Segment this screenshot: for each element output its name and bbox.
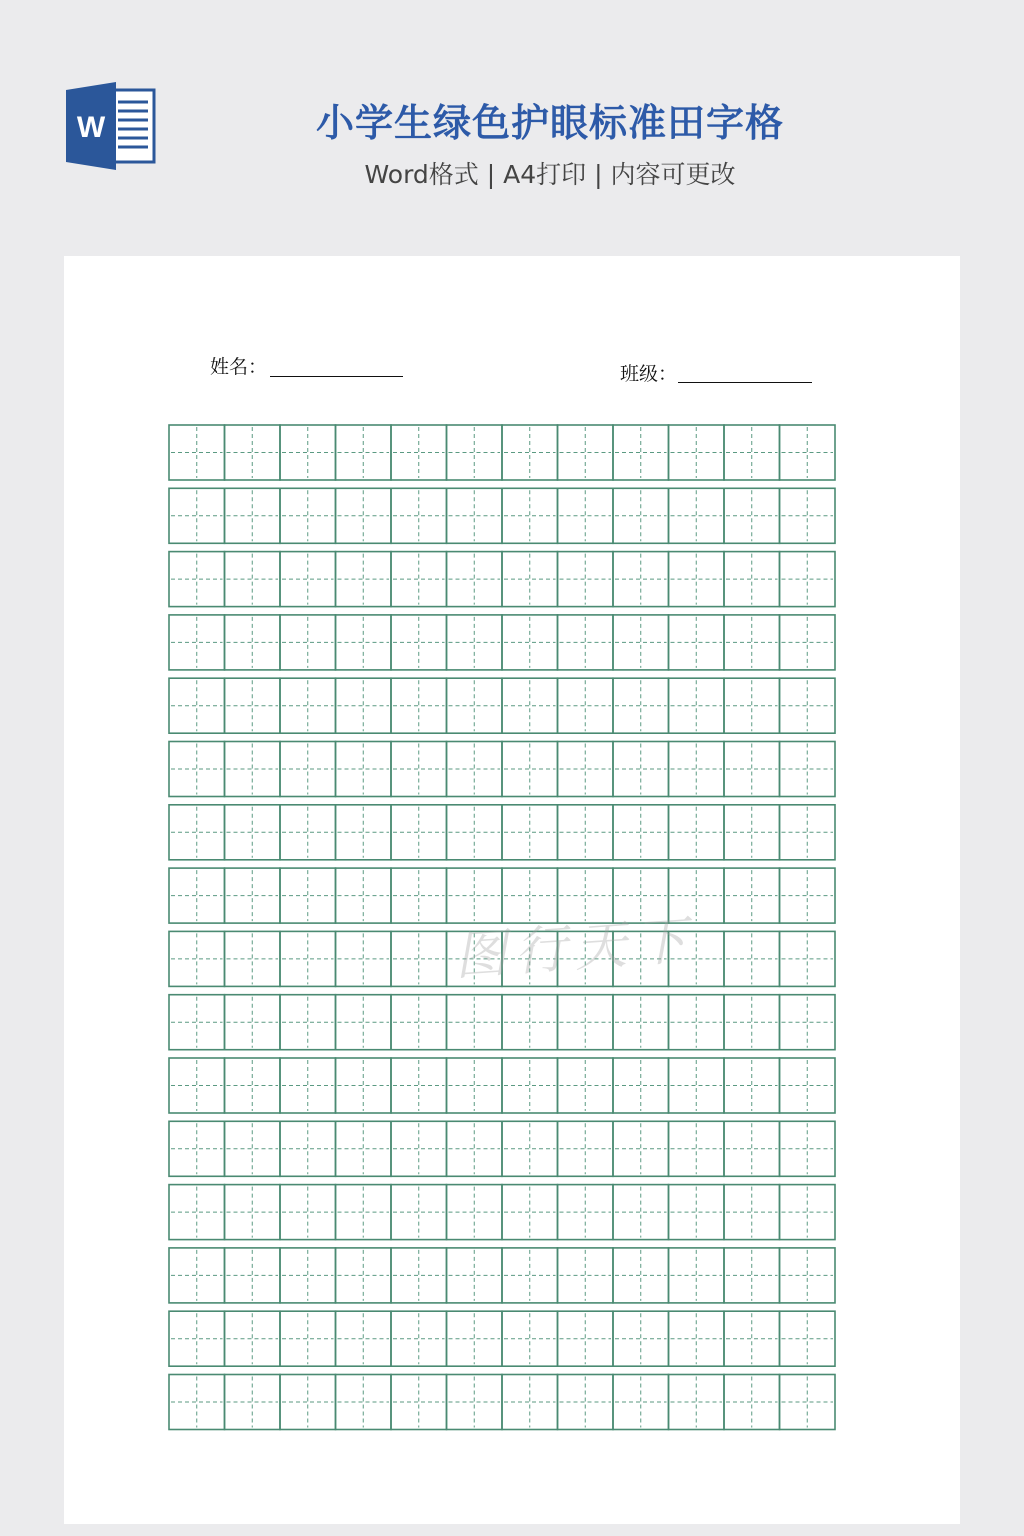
tianzige-grid-svg xyxy=(168,424,837,1432)
grid-cell[interactable] xyxy=(558,742,614,797)
grid-cell[interactable] xyxy=(669,425,725,480)
grid-cell[interactable] xyxy=(336,1248,392,1303)
grid-cell[interactable] xyxy=(169,488,225,543)
grid-cell[interactable] xyxy=(447,995,503,1050)
grid-cell[interactable] xyxy=(280,615,336,670)
grid-cell[interactable] xyxy=(391,1311,447,1366)
grid-cell[interactable] xyxy=(225,615,281,670)
grid-cell[interactable] xyxy=(280,1248,336,1303)
grid-cell[interactable] xyxy=(225,552,281,607)
grid-cell[interactable] xyxy=(502,995,558,1050)
grid-cell[interactable] xyxy=(724,868,780,923)
grid-cell[interactable] xyxy=(169,1185,225,1240)
grid-cell[interactable] xyxy=(502,1375,558,1430)
grid-row xyxy=(169,995,835,1050)
grid-cell[interactable] xyxy=(447,552,503,607)
grid-row xyxy=(169,931,835,986)
grid-cell[interactable] xyxy=(613,1185,669,1240)
grid-cell[interactable] xyxy=(780,805,836,860)
grid-cell[interactable] xyxy=(558,1248,614,1303)
grid-cell[interactable] xyxy=(502,931,558,986)
grid-cell[interactable] xyxy=(780,615,836,670)
grid-row xyxy=(169,678,835,733)
grid-cell[interactable] xyxy=(558,678,614,733)
grid-cell[interactable] xyxy=(669,931,725,986)
grid-cell[interactable] xyxy=(613,868,669,923)
grid-cell[interactable] xyxy=(780,1248,836,1303)
grid-cell[interactable] xyxy=(169,805,225,860)
grid-cell[interactable] xyxy=(391,1185,447,1240)
grid-cell[interactable] xyxy=(613,1375,669,1430)
grid-cell[interactable] xyxy=(558,425,614,480)
grid-cell[interactable] xyxy=(447,1121,503,1176)
grid-cell[interactable] xyxy=(336,425,392,480)
grid-cell[interactable] xyxy=(724,1311,780,1366)
grid-cell[interactable] xyxy=(613,615,669,670)
grid-cell[interactable] xyxy=(225,931,281,986)
grid-cell[interactable] xyxy=(447,678,503,733)
grid-cell[interactable] xyxy=(669,742,725,797)
grid-cell[interactable] xyxy=(669,488,725,543)
grid-cell[interactable] xyxy=(558,1185,614,1240)
grid-cell[interactable] xyxy=(502,1185,558,1240)
grid-cell[interactable] xyxy=(447,1058,503,1113)
grid-cell[interactable] xyxy=(336,995,392,1050)
svg-text:W: W xyxy=(76,111,106,144)
grid-cell[interactable] xyxy=(558,1311,614,1366)
grid-cell[interactable] xyxy=(558,488,614,543)
grid-cell[interactable] xyxy=(669,1375,725,1430)
grid-cell[interactable] xyxy=(724,1058,780,1113)
word-icon xyxy=(64,80,156,172)
grid-cell[interactable] xyxy=(724,805,780,860)
grid-cell[interactable] xyxy=(280,1375,336,1430)
grid-row xyxy=(169,1375,835,1430)
grid-row xyxy=(169,868,835,923)
class-label: 班级： xyxy=(620,363,678,385)
grid-row xyxy=(169,425,835,480)
page-title: 小学生绿色护眼标准田字格 xyxy=(315,101,784,145)
grid-cell[interactable] xyxy=(780,868,836,923)
grid-cell[interactable] xyxy=(169,552,225,607)
grid-cell[interactable] xyxy=(447,1185,503,1240)
grid-cell[interactable] xyxy=(502,868,558,923)
grid-cell[interactable] xyxy=(724,1375,780,1430)
class-field[interactable] xyxy=(678,382,812,383)
grid-cell[interactable] xyxy=(391,995,447,1050)
grid-cell[interactable] xyxy=(169,1248,225,1303)
grid-cell[interactable] xyxy=(724,552,780,607)
grid-cell[interactable] xyxy=(669,678,725,733)
grid-cell[interactable] xyxy=(669,1185,725,1240)
grid-cell[interactable] xyxy=(558,1058,614,1113)
worksheet-page xyxy=(64,256,960,1524)
grid-cell[interactable] xyxy=(613,488,669,543)
grid-cell[interactable] xyxy=(780,742,836,797)
grid-cell[interactable] xyxy=(391,805,447,860)
grid-cell[interactable] xyxy=(447,931,503,986)
grid-cell[interactable] xyxy=(280,1311,336,1366)
grid-cell[interactable] xyxy=(391,931,447,986)
grid-cell[interactable] xyxy=(391,678,447,733)
grid-cell[interactable] xyxy=(280,742,336,797)
grid-cell[interactable] xyxy=(447,805,503,860)
grid-cell[interactable] xyxy=(669,1311,725,1366)
grid-cell[interactable] xyxy=(780,488,836,543)
grid-cell[interactable] xyxy=(169,868,225,923)
grid-row xyxy=(169,552,835,607)
grid-cell[interactable] xyxy=(558,931,614,986)
grid-cell[interactable] xyxy=(391,552,447,607)
grid-cell[interactable] xyxy=(780,995,836,1050)
grid-cell[interactable] xyxy=(169,1375,225,1430)
grid-cell[interactable] xyxy=(502,1058,558,1113)
grid-cell[interactable] xyxy=(280,678,336,733)
grid-cell[interactable] xyxy=(280,868,336,923)
grid-cell[interactable] xyxy=(669,1121,725,1176)
grid-cell[interactable] xyxy=(336,678,392,733)
grid-cell[interactable] xyxy=(780,678,836,733)
grid-cell[interactable] xyxy=(613,931,669,986)
grid-cell[interactable] xyxy=(447,1311,503,1366)
grid-cell[interactable] xyxy=(169,615,225,670)
grid-cell[interactable] xyxy=(558,995,614,1050)
grid-row xyxy=(169,742,835,797)
grid-cell[interactable] xyxy=(225,805,281,860)
grid-cell[interactable] xyxy=(724,425,780,480)
watermark: 图行天下 xyxy=(452,910,697,988)
grid-cell[interactable] xyxy=(558,805,614,860)
grid-cell[interactable] xyxy=(558,615,614,670)
grid-cell[interactable] xyxy=(447,615,503,670)
grid-cell[interactable] xyxy=(669,552,725,607)
grid-cell[interactable] xyxy=(280,488,336,543)
grid-cell[interactable] xyxy=(336,742,392,797)
grid-cell[interactable] xyxy=(780,552,836,607)
grid-cell[interactable] xyxy=(336,1375,392,1430)
grid-cell[interactable] xyxy=(613,995,669,1050)
grid-cell[interactable] xyxy=(225,1375,281,1430)
grid-row xyxy=(169,615,835,670)
grid-cell[interactable] xyxy=(336,1058,392,1113)
grid-cell[interactable] xyxy=(502,615,558,670)
grid-cell[interactable] xyxy=(780,931,836,986)
grid-cell[interactable] xyxy=(502,1248,558,1303)
grid-cell[interactable] xyxy=(780,425,836,480)
grid-cell[interactable] xyxy=(724,1121,780,1176)
grid-row xyxy=(169,1248,835,1303)
grid-cell[interactable] xyxy=(336,1311,392,1366)
grid-cell[interactable] xyxy=(169,931,225,986)
grid-cell[interactable] xyxy=(669,995,725,1050)
grid-row xyxy=(169,1185,835,1240)
grid-row xyxy=(169,488,835,543)
grid-cell[interactable] xyxy=(780,1121,836,1176)
grid-cell[interactable] xyxy=(169,425,225,480)
grid-cell[interactable] xyxy=(613,678,669,733)
grid-cell[interactable] xyxy=(225,868,281,923)
grid-cell[interactable] xyxy=(225,1248,281,1303)
grid-cell[interactable] xyxy=(724,1248,780,1303)
grid-cell[interactable] xyxy=(225,742,281,797)
grid-cell[interactable] xyxy=(280,1185,336,1240)
header xyxy=(0,0,1024,256)
grid-cell[interactable] xyxy=(225,1121,281,1176)
grid-cell[interactable] xyxy=(225,488,281,543)
grid-cell[interactable] xyxy=(613,1121,669,1176)
grid-cell[interactable] xyxy=(558,552,614,607)
grid-cell[interactable] xyxy=(558,1375,614,1430)
grid-cell[interactable] xyxy=(336,805,392,860)
grid-cell[interactable] xyxy=(502,805,558,860)
grid-cell[interactable] xyxy=(724,931,780,986)
grid-cell[interactable] xyxy=(780,1058,836,1113)
grid-cell[interactable] xyxy=(558,868,614,923)
grid-cell[interactable] xyxy=(391,742,447,797)
grid-cell[interactable] xyxy=(613,552,669,607)
grid-cell[interactable] xyxy=(169,1311,225,1366)
grid-cell[interactable] xyxy=(669,615,725,670)
grid-cell[interactable] xyxy=(502,552,558,607)
grid-cell[interactable] xyxy=(669,805,725,860)
grid-cell[interactable] xyxy=(280,1121,336,1176)
grid-cell[interactable] xyxy=(669,868,725,923)
grid-cell[interactable] xyxy=(336,552,392,607)
grid-cell[interactable] xyxy=(780,1375,836,1430)
grid-cell[interactable] xyxy=(169,742,225,797)
grid-cell[interactable] xyxy=(336,488,392,543)
grid-cell[interactable] xyxy=(724,488,780,543)
grid-cell[interactable] xyxy=(447,1248,503,1303)
grid-cell[interactable] xyxy=(169,995,225,1050)
grid-cell[interactable] xyxy=(391,1121,447,1176)
grid-cell[interactable] xyxy=(225,1185,281,1240)
grid-cell[interactable] xyxy=(225,425,281,480)
grid-cell[interactable] xyxy=(336,1185,392,1240)
grid-cell[interactable] xyxy=(502,678,558,733)
grid-cell[interactable] xyxy=(336,931,392,986)
grid-cell[interactable] xyxy=(502,425,558,480)
grid-cell[interactable] xyxy=(724,995,780,1050)
page-subtitle: Word格式 | A4打印 | 内容可更改 xyxy=(364,160,736,189)
grid-cell[interactable] xyxy=(225,678,281,733)
grid-row xyxy=(169,1058,835,1113)
grid-cell[interactable] xyxy=(447,742,503,797)
grid-cell[interactable] xyxy=(391,1248,447,1303)
grid-cell[interactable] xyxy=(780,1311,836,1366)
grid-cell[interactable] xyxy=(280,425,336,480)
grid-cell[interactable] xyxy=(724,742,780,797)
grid-cell[interactable] xyxy=(613,425,669,480)
grid-cell[interactable] xyxy=(502,1121,558,1176)
grid-cell[interactable] xyxy=(336,615,392,670)
grid-cell[interactable] xyxy=(613,742,669,797)
grid-cell[interactable] xyxy=(558,1121,614,1176)
grid-cell[interactable] xyxy=(447,488,503,543)
grid-cell[interactable] xyxy=(280,805,336,860)
name-field[interactable] xyxy=(270,376,403,377)
grid-cell[interactable] xyxy=(391,615,447,670)
grid-cell[interactable] xyxy=(280,1058,336,1113)
grid-cell[interactable] xyxy=(280,995,336,1050)
grid-cell[interactable] xyxy=(447,868,503,923)
grid-cell[interactable] xyxy=(724,615,780,670)
grid-cell[interactable] xyxy=(169,1121,225,1176)
grid-cell[interactable] xyxy=(780,1185,836,1240)
grid-cell[interactable] xyxy=(169,678,225,733)
grid-cell[interactable] xyxy=(336,868,392,923)
grid-cell[interactable] xyxy=(391,425,447,480)
grid-cell[interactable] xyxy=(447,1375,503,1430)
grid-cell[interactable] xyxy=(613,805,669,860)
grid-cell[interactable] xyxy=(225,1311,281,1366)
grid-cell[interactable] xyxy=(724,678,780,733)
grid-cell[interactable] xyxy=(613,1311,669,1366)
grid-cell[interactable] xyxy=(613,1058,669,1113)
grid-row xyxy=(169,1311,835,1366)
grid-row xyxy=(169,805,835,860)
grid-cell[interactable] xyxy=(447,425,503,480)
grid-cell[interactable] xyxy=(502,488,558,543)
grid-cell[interactable] xyxy=(724,1185,780,1240)
grid-cell[interactable] xyxy=(669,1058,725,1113)
tianzige-grid xyxy=(168,424,837,1432)
grid-cell[interactable] xyxy=(280,552,336,607)
grid-cell[interactable] xyxy=(391,868,447,923)
grid-cell[interactable] xyxy=(502,1311,558,1366)
grid-cell[interactable] xyxy=(391,1058,447,1113)
grid-cell[interactable] xyxy=(225,995,281,1050)
grid-cell[interactable] xyxy=(280,931,336,986)
grid-cell[interactable] xyxy=(391,1375,447,1430)
grid-cell[interactable] xyxy=(502,742,558,797)
grid-cell[interactable] xyxy=(613,1248,669,1303)
grid-cell[interactable] xyxy=(669,1248,725,1303)
grid-cell[interactable] xyxy=(225,1058,281,1113)
grid-cell[interactable] xyxy=(391,488,447,543)
grid-cell[interactable] xyxy=(169,1058,225,1113)
grid-row xyxy=(169,1121,835,1176)
grid-cell[interactable] xyxy=(336,1121,392,1176)
name-label: 姓名： xyxy=(210,356,268,378)
